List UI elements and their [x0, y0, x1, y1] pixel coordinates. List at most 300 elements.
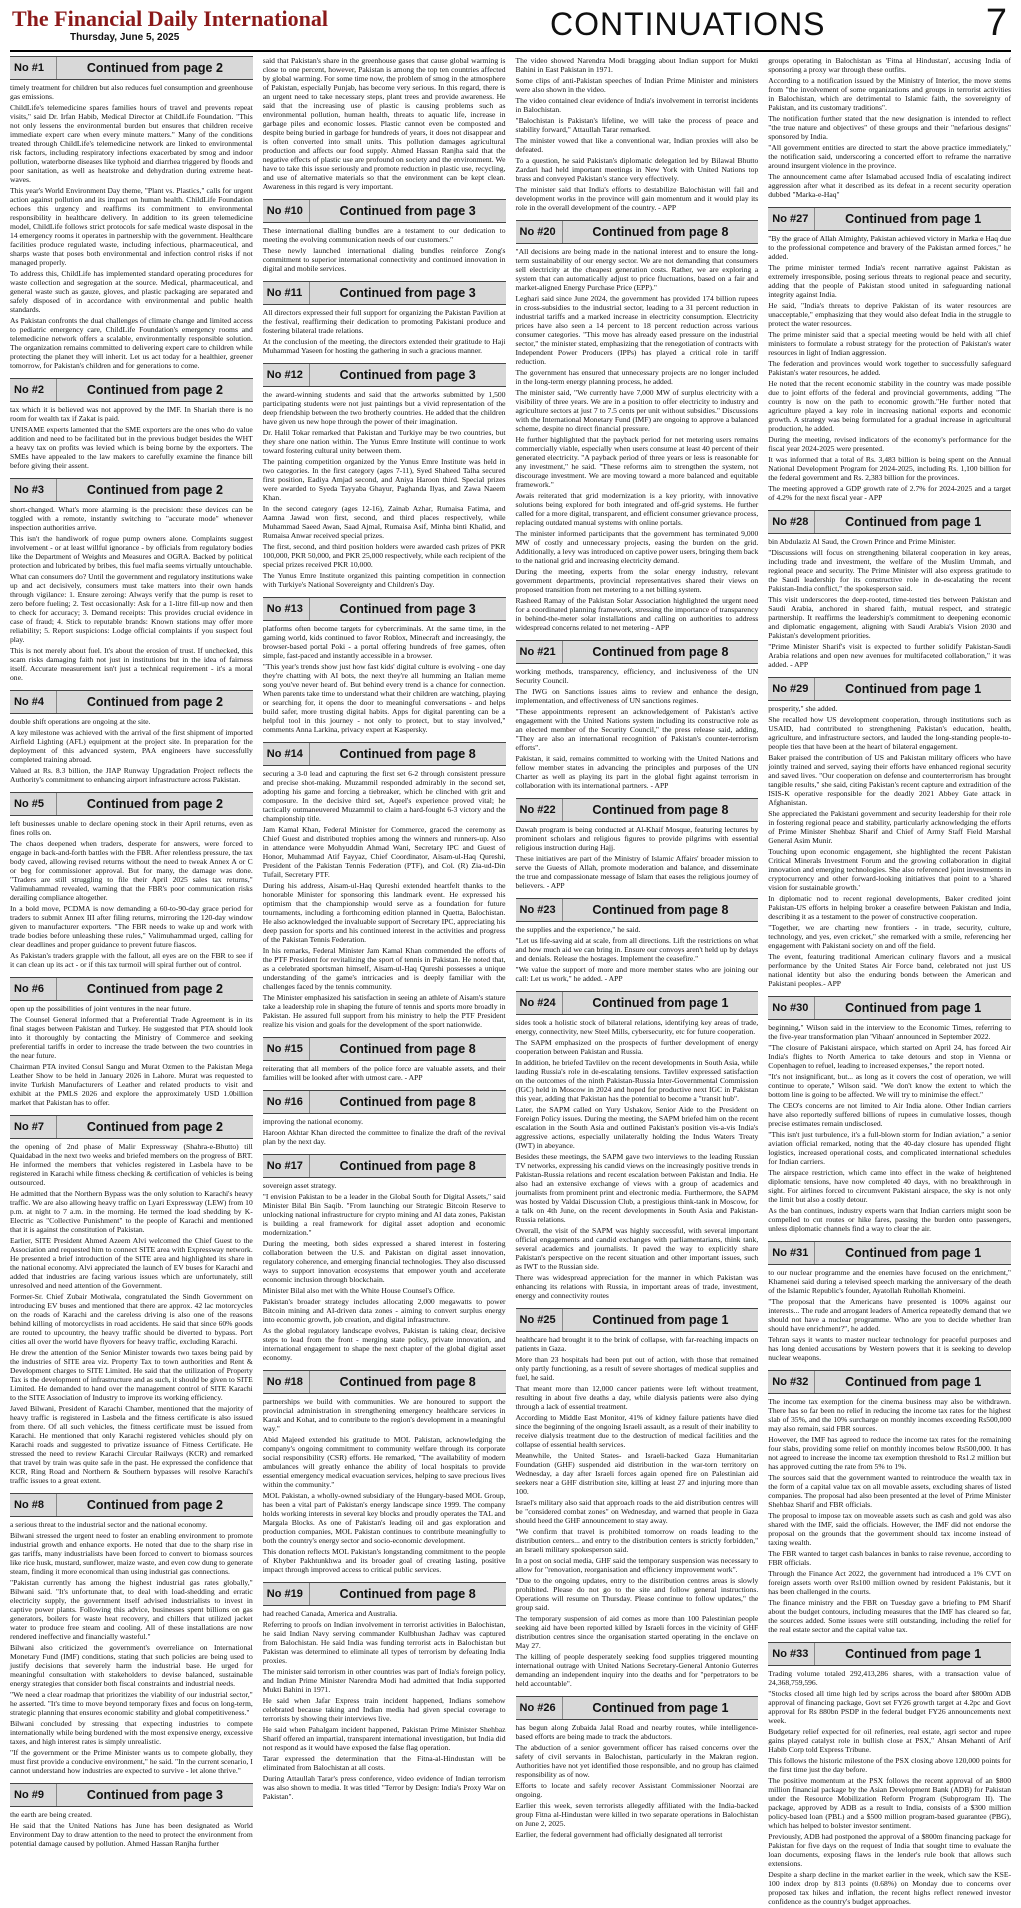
- story-continued-label: Continued from page 8: [592, 645, 729, 659]
- story-paragraph: double shift operations are ongoing at the site.: [10, 717, 151, 726]
- story-number: No #13: [263, 598, 310, 620]
- story-header: [516, 220, 759, 244]
- story-paragraph: Overall, the visit of the SAPM was highly successful, with several important official engagements and candid exchanges with parliamentarians, think tank, several academics and journalists. It paved the way to explicitly share Pakistan's perspective on the recent situation and other important issues, such as IWT to the Russian side.: [515, 1226, 759, 1271]
- story-header: [263, 281, 506, 305]
- story-paragraph: partnerships we build with communities. We are honoured to support the provincial administration in strengthening emergency healthcare services in Karak and Kohat, and to contribute to the region's development in a meaningful way.": [262, 1397, 506, 1433]
- story-body: [10, 717, 253, 784]
- story-paragraph: As Pakistan's traders grapple with the fallout, all eyes are on the FBR to see if it can clean up its act - or if this tax turmoil will spiral further out of control.: [10, 951, 253, 969]
- story-body: [10, 505, 253, 682]
- story-paragraph: "We value the support of more and more member states who are joining our call: Let us work," he added. - APP: [515, 965, 759, 983]
- story-paragraph: "The proposal that the Americans have presented is 100% against our interests... The rude and arrogant leaders of America repeatedly demand that we should not have a nuclear programme. Who are you to decide whether Iran should have enrichment?", he added.: [768, 1297, 1012, 1333]
- story-paragraph: Tehran says it wants to master nuclear technology for peaceful purposes and has long denied accusations by Western powers that it is seeking to develop nuclear weapons.: [768, 1335, 1011, 1362]
- story-paragraph: To a question, he said Pakistan's diplomatic delegation led by Bilawal Bhutto Zardari had held important meetings in New York with United Nations top brass and conveyed Pakistan's stance very effectively.: [515, 156, 759, 183]
- story-body: [516, 247, 759, 632]
- story-header: [768, 1370, 1011, 1394]
- story-body: [10, 819, 253, 969]
- story: [516, 640, 759, 792]
- story-body: [768, 537, 1011, 669]
- story: [10, 690, 253, 786]
- story-paragraph: That meant more than 12,000 cancer patients were left without treatment, resulting in about five deaths a day, while dialysis patients were also dying through a lack of essential treatment.: [515, 1384, 759, 1411]
- story-continued-label: Continued from page 8: [592, 903, 729, 917]
- story: [263, 56, 506, 193]
- story-body: [10, 1520, 253, 1775]
- story-header: [263, 1037, 506, 1061]
- column-3: [515, 56, 759, 1839]
- story-paragraph: UNISAME experts lamented that the SME exporters are the ones who do value addition and need to be facilitated but in the previous budget besides the WHT a heavy tax on profits was levied which is being borne by the exporters. The SMEs have appealed to the law makers to carefully examine the finance bill before giving their assent.: [10, 425, 253, 470]
- story-body: [10, 1004, 253, 1107]
- story-paragraph: healthcare had brought it to the brink of collapse, with far-reaching impacts on patients in Gaza.: [515, 1335, 759, 1353]
- story-paragraph: the supplies and the experience," he said.: [515, 925, 641, 934]
- story-paragraph: "I envision Pakistan to be a leader in the Global South for Digital Assets," said Minister Bilal Bin Saqib. "From launching our Strategic Bitcoin Reserve to unlocking national infrastructure for crypto mining and AI data zones, Pakistan is building a real framework for digital asset adoption and economic modernization.": [262, 1192, 506, 1237]
- story-paragraph: Pakistan's broader strategy includes allocating 2,000 megawatts to power Bitcoin mining and AI-driven data zones - aiming to convert surplus energy into economic growth, job creation, and digital infrastructure.: [262, 1297, 506, 1324]
- story-header: [10, 56, 253, 80]
- story-paragraph: "Together, we are charting new frontiers - in trade, security, culture, technology, and yes, even cricket," she remarked with a smile, referencing her engagement with Pakistani society on and off the field.: [768, 923, 1011, 950]
- story-body: [768, 704, 1011, 988]
- story-continued-label: Continued from page 8: [339, 1042, 476, 1056]
- story-continued-label: Continued from page 1: [845, 515, 982, 529]
- paper-date: Thursday, June 5, 2025: [70, 32, 180, 43]
- story-paragraph: Besides these meetings, the SAPM gave two interviews to the leading Russian TV networks, expressing his candid views on the increasingly positive trends in Pakistan-Russia relations and recent escalation between Pakistan and India. He also had an extensive exchange of views with a group of academics and journalists from prominent print and electronic media. Furthermore, the SAPM was hosted by Valdai Discussion Club, a prestigious think-tank in Moscow, for a talk on 4th June, on the recent developments in South Asia and Pakistan-Russia relations.: [515, 1152, 759, 1224]
- story-paragraph: The government has ensured that unnecessary projects are no longer included in the long-term energy planning process, he added.: [515, 368, 759, 386]
- story-header: [10, 690, 253, 714]
- story-paragraph: Trading volume totaled 292,413,286 shares, with a transaction value of 24,368,759,596.: [768, 1669, 1011, 1687]
- story-number: No #20: [516, 221, 563, 243]
- story-paragraph: Rasheed Ramay of the Pakistan Solar Association highlighted the urgent need for a coordinated planning framework, stressing the importance of transparency in behind-the-meter solar installations and calling on authorities to address widespread concerns related to net metering - APP: [515, 596, 759, 632]
- story-paragraph: Javed Bilwani, President of Karachi Chamber, mentioned that the majority of heavy traffic is registered in Lasbela and the fitness certificate is also issued from there. Of all such vehicles, the fitness certificate must be issued from Karachi. He mentioned that only Karachi registered vehicles should ply on Karachi roads and suggested to privatize issuance of Fitness Certificate. He stressed the need to review Karachi Circular Railways (KCR) and remarked that travel by train was quite safe in the past. He expressed the confidence that KCR, Ring Road and Northern & Southern bypasses will resolve Karachi's traffic issues to a great extent.: [10, 1404, 253, 1485]
- story: [10, 478, 253, 684]
- story-continued-label: Continued from page 8: [592, 803, 729, 817]
- story-header: [10, 478, 253, 502]
- story-continued-label: Continued from page 1: [592, 1313, 729, 1327]
- story-body: [768, 1669, 1011, 1906]
- story-paragraph: According to a notification issued by the Ministry of Interior, the move stems from "the involvement of some organizations and groups in terrorist activities in Balochistan, which are detrimental to Islamic faith, the sovereignty of Pakistan, and its customary traditions".: [768, 76, 1011, 112]
- story-paragraph: He noted that the recent economic stability in the country was made possible due to joint efforts of the federal and provincial governments, adding "The country is now on the path to economic growth."He further noted that agriculture played a key role in increasing national exports and economic growth. A strategy was being formulated for a gradual increase in agricultural production, he added.: [768, 379, 1011, 433]
- story: [263, 742, 506, 1031]
- story-number: No #16: [263, 1091, 310, 1113]
- story-paragraph: These initiatives are part of the Ministry of Islamic Affairs' broader mission to serve the Guests of Allah, promote moderation and balance, and disseminate the true and compassionate message of Islam that eases the religious journey of believers. - APP: [515, 854, 759, 890]
- story-continued-label: Continued from page 1: [845, 212, 982, 226]
- story-paragraph: Abid Majeed extended his gratitude to MOL Pakistan, acknowledging the company's ongoing commitment to community welfare through its corporate social responsibility (CSR) efforts. He remarked, "The availability of modern ambulances will greatly enhance the ability of local hospitals to provide essential emergency medical evacuation services, helping to save precious lives within the community.": [262, 1435, 506, 1489]
- story-paragraph: Budgetary relief expected for oil refineries, real estate, agri sector and rupee gains played catalyst role in bullish close at PSX," Ahsan Mehanti of Arif Habib Corp told Express Tribune.: [768, 1727, 1011, 1754]
- story-paragraph: He drew the attention of the Senior Minister towards two taxes being paid by the industries of SITE area viz. Property Tax to town authorities and Rent & Development charges to SITE Limited. He said that the utilization of Property Tax is the development of infrastructure and as such, it should be given to SITE Limited. He demanded to hand over the management control of SITE Karachi to the SITE Association of Industry to improve its working efficiency.: [10, 1348, 253, 1402]
- story-body: [10, 83, 253, 370]
- story-number: No #18: [263, 1371, 310, 1393]
- story-continued-label: Continued from page 3: [339, 602, 476, 616]
- story-body: [10, 1810, 253, 1848]
- story-header: [10, 378, 253, 402]
- story-header: [263, 1154, 506, 1178]
- story-continued-label: Continued from page 1: [845, 682, 982, 696]
- story-paragraph: Earlier, the federal government had officially designated all terrorist: [515, 1830, 723, 1839]
- story: [10, 792, 253, 971]
- story-paragraph: reiterating that all members of the police force are valuable assets, and their families will be looked after with utmost care. - APP: [262, 1064, 506, 1082]
- story-paragraph: The Counsel General informed that a Preferential Trade Agreement is in its final stages between Pakistan and Turkey. He suggested that PTA should look into it thoroughly by contacting the Ministry of Commerce and seeking preferential tariffs in order to increase the trade between the two countries in the near future.: [10, 1015, 253, 1060]
- story-paragraph: The minister vowed that like a conventional war, Indian proxies will also be defeated.: [515, 136, 759, 154]
- story-continued-label: Continued from page 2: [86, 1498, 223, 1512]
- story-paragraph: sovereign asset strategy.: [262, 1181, 337, 1190]
- story-continued-label: Continued from page 3: [339, 368, 476, 382]
- story: [768, 56, 1011, 201]
- story: [768, 677, 1011, 990]
- story-number: No #31: [768, 1242, 815, 1264]
- story: [263, 1090, 506, 1148]
- story-number: No #12: [263, 364, 310, 386]
- story-paragraph: "By the grace of Allah Almighty, Pakistan achieved victory in Marka e Haq due to the professional competence and bravery of the Pakistan armed forces," he added.: [768, 234, 1011, 261]
- story-header: [516, 898, 759, 922]
- story-continued-label: Continued from page 2: [86, 1120, 223, 1134]
- story-body: [10, 405, 253, 470]
- story-continued-label: Continued from page 8: [339, 1587, 476, 1601]
- story-continued-label: Continued from page 8: [339, 1159, 476, 1173]
- story-paragraph: "Discussions will focus on strengthening bilateral cooperation in key areas, including trade and investment, the welfare of the Muslim Ummah, and regional peace and security. The Prime Minister will also express gratitude to the Saudi leadership for its constructive role in de-escalating the recent Pakistan-India conflict," the spokesperson said.: [768, 548, 1011, 593]
- story-paragraph: Chairman PTA invited Consul Sangu and Murat Ozmen to the Pakistan Mega Leather Show to be held in January 2026 in Lahore. Murat was requested to invite Turkish Manufacturers of Leather and related products to visit and exhibit at the PMLS 2026 and explore the approximately USD 1.0billion market that Pakistan has to offer.: [10, 1062, 253, 1107]
- story-paragraph: Dawah program is being conducted at Al-Khaif Mosque, featuring lectures by prominent scholars and religious figures to provide pilgrims with essential religious instruction during Hajj.: [515, 825, 759, 852]
- story-continued-label: Continued from page 3: [339, 204, 476, 218]
- story-paragraph: Former-Sr. Chief Zubair Motiwala, congratulated the Sindh Government on introducing EV buses and mentioned that there are approx. 42 lac motorcycles on the roads of Karachi and the careless driving is also one of the reasons behind killing of motorcyclists in road accidents. He said that since 60% goods are routed to upcountry, the heavy traffic should be diverted to bypass. Port cities all over the world have flyovers for heavy traffic, excluding Karachi.: [10, 1292, 253, 1346]
- story-number: No #25: [516, 1309, 563, 1331]
- story-paragraph: "Pakistan currently has among the highest industrial gas rates globally," Bilwani said. "It's unfortunate that, to deal with load-shedding and erratic electricity supply, the government itself advised industrialists to invest in captive power plants. Following this advice, businesses spent billions on gas generators, boilers for waste heat recovery, and chillers that utilized jacket water to produce free steam and cooling. All of these installations are now rendered ineffective and financially wasteful.": [10, 1578, 253, 1641]
- story-paragraph: the earth are being created.: [10, 1810, 93, 1819]
- story-header: [10, 977, 253, 1001]
- story-paragraph: The abduction of a senior government officer has raised concerns over the safety of civil servants in Balochistan, particularly in the Makran region. Authorities have not yet identified those responsible, and no group has claimed responsibility as of now.: [515, 1743, 759, 1779]
- story-paragraph: Tarar expressed the determination that the Fitna-al-Hindustan will be eliminated from Balochistan at all costs.: [262, 1754, 506, 1772]
- story-number: No #24: [516, 992, 563, 1014]
- story-body: [263, 1397, 506, 1574]
- story-paragraph: Bilwani concluded by stressing that expecting industries to compete internationally while being burdened with the most expensive energy, excessive taxes, and high interest rates is simply unrealistic.: [10, 1719, 253, 1746]
- story-paragraph: Through the Finance Act 2022, the government had introduced a 1% CVT on foreign assets worth over Rs100 million owned by resident Pakistanis, but it has been challenged in the courts.: [768, 1569, 1011, 1596]
- story-number: No #3: [10, 479, 57, 501]
- story-body: [263, 1117, 506, 1146]
- story-body: [516, 1018, 759, 1300]
- story-number: No #27: [768, 208, 815, 230]
- story-number: No #15: [263, 1038, 310, 1060]
- story-header: [10, 1493, 253, 1517]
- story-number: No #5: [10, 793, 57, 815]
- story-continued-label: Continued from page 8: [592, 225, 729, 239]
- story-body: [263, 390, 506, 589]
- story-paragraph: The chaos deepened when traders, desperate for answers, were forced to engage in back-and-forth battles with the FBR. After relentless pressure, the tax body caved, allowing revised returns without the need to tweak Annex A or C or beg for commissioner approval. But for many, the damage was done. "Traders are still struggling to file their April 2025 sales tax returns," Valimuhammad revealed, warning that the FBR's poor communication risks derailing compliance altogether.: [10, 839, 253, 902]
- story-paragraph: "Let us life-saving aid at scale, from all directions. Lift the restrictions on what and how much aid we can bring in. Ensure our convoys aren't held up by delays and denials. Release the hostages. Implement the ceasefire.": [515, 936, 759, 963]
- story-paragraph: the opening of 2nd phase of Malir Expressway (Shahra-e-Bhutto) till Quaidabad in the next two weeks and briefed members on the progress of BRT. He informed the members that vehicles registered in Lasbela have to be registered in Karachi while fitness checking & certification of vehicles is being outsourced.: [10, 1142, 253, 1187]
- story-paragraph: During the meeting, experts from the solar energy industry, relevant government departments, provincial representatives shared their views on proposed transition from net metering to a net billing system.: [515, 567, 759, 594]
- story-body: [768, 1268, 1011, 1362]
- story-paragraph: Despite a sharp decline in the market earlier in the week, which saw the KSE-100 index drop by 813 points (0.68%) on Monday due to concerns over proposed tax hikes and inflation, the recent highs reflect renewed investor confidence as the country's budget approaches.: [768, 1870, 1011, 1906]
- story-paragraph: As the ban continues, industry experts warn that Indian carriers might soon be compelled to cut routes or hike fares, passing the burden onto passengers, unless diplomatic channels find a way to clear the air.: [768, 1206, 1011, 1233]
- story-paragraph: The Minister emphasized his satisfaction in seeing an athlete of Aisam's stature take a leadership role in shaping the future of tennis and sports more broadly in Pakistan. He assured full support from his ministry to help the PTF President realize his vision and goals for the development of the sport nationwide.: [262, 993, 506, 1029]
- story-paragraph: to our nuclear programme and the enemies have focused on the enrichment," Khamenei said during a televised speech marking the anniversary of the death of the Islamic Republic's founder, Ayatollah Ruhollah Khomeini.: [768, 1268, 1011, 1295]
- story: [768, 996, 1011, 1235]
- story-paragraph: "Prime Minister Sharif's visit is expected to further solidify Pakistan-Saudi Arabia relations and open new avenues for multifaceted collaboration," it was added. - APP: [768, 642, 1011, 669]
- masthead: [10, 0, 1011, 52]
- story-number: No #7: [10, 1116, 57, 1138]
- story-body: [768, 56, 1011, 199]
- story-paragraph: The income tax exemption for the cinema business may also be withdrawn. There has so far been no relief in reducing the income tax rates for the highest slab of 35%, and the 10% surcharge on monthly incomes exceeding Rs500,000 may also remain, said FBR sources.: [768, 1397, 1011, 1433]
- story-paragraph: The video showed Narendra Modi bragging about Indian support for Mukti Bahini in East Pakistan in 1971.: [515, 56, 759, 74]
- story-paragraph: The CEO's concerns are not limited to Air India alone. Other Indian carriers have also reportedly suffered billions of rupees in cumulative losses, though precise estimates remain undisclosed.: [768, 1101, 1011, 1128]
- story-continued-label: Continued from page 2: [86, 383, 223, 397]
- story-paragraph: These newly launched international dialing bundles reinforce Zong's commitment to superior international connectivity and continued innovation in digital and mobile services.: [262, 246, 506, 273]
- story-paragraph: groups operating in Balochistan as 'Fitna al Hindustan', accusing India of sponsoring a proxy war through these outfits.: [768, 56, 1011, 74]
- story-header: [768, 207, 1011, 231]
- story-header: [263, 597, 506, 621]
- story-body: [768, 234, 1011, 502]
- story-paragraph: The minister informed participants that the government has terminated 9,000 MW of costly and unnecessary projects, easing the burden on the grid. Additionally, a levy was introduced on captive power users, bringing them back to the national grid and increasing electricity demand.: [515, 529, 759, 565]
- story-continued-label: Continued from page 2: [86, 61, 223, 75]
- story-number: No #2: [10, 379, 57, 401]
- story-paragraph: During Attaullah Tarar's press conference, video evidence of Indian terrorism was also shown to media. It was titled "Terror by Design: India's Proxy War on Pakistan".: [262, 1774, 506, 1801]
- story-paragraph: In addition, he briefed Tavlilev on the recent developments in South Asia, while lauding Russia's role in de-escalating tensions. Tavlilev expressed satisfaction on the outcomes of the ninth Pakistan-Russia Inter-Governmental Commission (IGC) held in Moscow in 2024 and hoped for productive next IGC in Pakistan this year, adding that Pakistan has the potential to become a "transit hub".: [515, 1058, 759, 1103]
- story-header: [516, 798, 759, 822]
- story-paragraph: improving the national economy.: [262, 1117, 364, 1126]
- story-number: No #30: [768, 997, 815, 1019]
- story-paragraph: Referring to proofs on Indian involvement in terrorist activities in Balochistan, he said Indian Navy serving commander Kulbhushan Jadhav was captured from Balochistan. He said India was funding terrorist acts in Balochistan but Pakistan was determined to eliminate all types of terrorism by defeating India proxies.: [262, 1620, 506, 1665]
- story: [516, 1696, 759, 1841]
- story-paragraph: The video contained clear evidence of India's involvement in terrorist incidents in Balochistan.: [515, 96, 759, 114]
- story-number: No #21: [516, 641, 563, 663]
- story-paragraph: Jam Kamal Khan, Federal Minister for Commerce, graced the ceremony as Chief Guest and distributed trophies among the winners and runners-up. Also in attendance were Mohyuddin Ahmad Wani, Secretary IPC and Guest of Honor, Muhammad Atif Fayyaz, Chief Coordinator, Aisam-ul-Haq Qureshi, President of the Pakistan Tennis Federation (PTF), and Col. (R) Zia-ud-Din Tufail, Secretary PTF.: [262, 825, 506, 879]
- story-body: [516, 667, 759, 790]
- story-paragraph: MOL Pakistan, a wholly-owned subsidiary of the Hungary-based MOL Group, has been a vital part of Pakistan's energy landscape since 1999. The company holds working interests in several key blocks and proudly operates the TAL and Margala Blocks. As one of Pakistan's leading oil and gas exploration and production companies, MOL Pakistan continues to contribute meaningfully to both the country's energy sector and socio-economic development.: [262, 1491, 506, 1545]
- story-paragraph: The proposal to impose tax on moveable assets such as cash and gold was also shared with the IMF, said the officials. However, the IMF did not endorse the proposal on the grounds that the government should tax income instead of taxing wealth.: [768, 1511, 1011, 1547]
- story-paragraph: He further highlighted that the payback period for net metering users remains commercially viable, especially when users consume at least 40 percent of their generated electricity. "A payback period of three years or less is reasonable for any investment," he said. "These reforms aim to strengthen the system, not discourage investment. We are moving toward a more balanced and equitable framework.": [515, 435, 759, 489]
- story-paragraph: "These appointments represent an acknowledgement of Pakistan's active engagement with the United Nations system including its constructive role as an elected member of the Security Council," the press release said, adding, "They are also an international recognition of Pakistan's counter-terrorism efforts".: [515, 707, 759, 752]
- story-number: No #14: [263, 743, 310, 765]
- story-paragraph: prosperity," she added.: [768, 704, 838, 713]
- story-header: [768, 996, 1011, 1020]
- story-header: [263, 1582, 506, 1606]
- story: [10, 1493, 253, 1777]
- story: [768, 1241, 1011, 1364]
- story-paragraph: As Pakistan confronts the dual challenges of climate change and limited access to pediatric emergency care, ChildLife Foundation's emergency rooms and telemedicine network offers a scalable, environmentally responsible solution. The organization remains committed to delivering expert care to children while protecting the planet they will inherit. Let us act today for a healthier, greener tomorrow, for Pakistan's children and for generations to come.: [10, 316, 253, 370]
- story: [768, 1370, 1011, 1636]
- story-paragraph: In a post on social media, GHF said the temporary suspension was necessary to allow for "renovation, reorganisation and efficiency improvement work".: [515, 1556, 759, 1574]
- story-paragraph: left businesses unable to declare opening stock in their April returns, even as fines rolls on.: [10, 819, 253, 837]
- story-paragraph: It was informed that a total of Rs. 3,483 billion is being spent on the Annual National Development Program for 2024-2025, including Rs. 1,100 billion for the federal government and Rs. 2,383 billion for the provinces.: [768, 455, 1011, 482]
- story-header: [263, 1090, 506, 1114]
- story-number: No #19: [263, 1583, 310, 1605]
- story-paragraph: said that Pakistan's share in the greenhouse gases that cause global warming is close to one percent, however, Pakistan is among the top ten countries affected by global warming. For some time now, the problem of smog in the atmosphere of Pakistan, especially Punjab, has become very serious. In this regard, there is an urgent need to take necessary steps, plant trees and provide awareness. He said that the increasing use of plastic is causing problems such as environmental pollution, human health, threats to aquatic life, increase in garbage piles and economic losses. Plastic cannot even be composted and despite being buried in garbage for hundreds of years, it does not disappear and is often converted into small units. This pollution damages agricultural production and affects our food supply. Ahmed Hassan Ranjha said that the negative effects of plastic use are profound on society and the environment. We have to take this issue seriously and promote reduction in plastic use, recycling, and use of alternative materials so that the environment can be kept clean. Awareness in this regard is very important.: [262, 56, 506, 191]
- story-paragraph: working methods, transparency, efficiency, and inclusiveness of the UN Security Council.: [515, 667, 759, 685]
- story-paragraph: Some clips of anti-Pakistan speeches of Indian Prime Minister and ministers were also shown in the video.: [515, 76, 759, 94]
- story-paragraph: "This isn't just turbulence, it's a full-blown storm for Indian aviation," a senior aviation official remarked, noting that the 40-day closure has upended flight logistics, increased operational costs, and complicated international schedules for Indian carriers.: [768, 1130, 1011, 1166]
- story-paragraph: "All decisions are being made in the national interest and to ensure the long-term sustainability of our energy sector. We are not demanding that consumers sell electricity at the cheapest generation costs. Rather, we are exploring a system that can automatically adjust to price fluctuations, based on a fair and market-aligned Energy Purchase Price (EPP).": [515, 247, 759, 292]
- story-paragraph: The notification further stated that the new designation is intended to reflect "the true nature and objectives" of these groups and their "nefarious designs" sponsored by India.: [768, 114, 1011, 141]
- story-body: [263, 308, 506, 355]
- story-paragraph: "We need a clear roadmap that prioritizes the viability of our industrial sector," he asserted. "It's time to move beyond temporary fixes and focus on long-term, strategic planning that ensures economic stability and global competitiveness.": [10, 1690, 253, 1717]
- story-paragraph: Valued at Rs. 8.3 billion, the JIAP Runway Upgradation Project reflects the Authority's commitment to enhancing airport infrastructure across Pakistan.: [10, 766, 253, 784]
- story-header: [263, 363, 506, 387]
- story-number: No #17: [263, 1155, 310, 1177]
- article-columns: [10, 56, 1012, 1906]
- story-paragraph: "Due to the ongoing updates, entry to the distribution centres areas is slowly prohibited. Please do not go to the site and follow general instructions. Operations will resume on Thursday. Please continue to follow updates," the group said.: [515, 1576, 759, 1612]
- story-paragraph: This follows the historic milestone of the PSX closing above 120,000 points for the first time just the day before.: [768, 1756, 1011, 1774]
- story-number: No #23: [516, 899, 563, 921]
- story: [263, 1154, 506, 1364]
- story-body: [263, 56, 506, 191]
- story-continued-label: Continued from page 2: [86, 695, 223, 709]
- story: [516, 898, 759, 985]
- story-header: [516, 991, 759, 1015]
- story-number: No #6: [10, 978, 57, 1000]
- story-paragraph: Pakistan, it said, remains committed to working with the United Nations and fellow member states in advancing the principles and purposes of the UN Charter as well as playing its part in the global fight against terrorism in collaboration with its international partners. - APP: [515, 754, 759, 790]
- story-paragraph: He said that the United Nations has June has been designated as World Environment Day to draw attention to the need to protect the environment from potential damage caused by pollution. Ahmed Hassan Ranjha further: [10, 1821, 253, 1848]
- story-paragraph: Awais reiterated that grid modernization is a key priority, with innovative solutions being explored for both integrated and off-grid systems. He further called for a more digital, transparent, and efficient consumer grievance process, replacing outdated manual systems with online portals.: [515, 491, 759, 527]
- story-paragraph: The SAPM emphasized on the prospects of further development of energy cooperation between Pakistan and Russia.: [515, 1038, 759, 1056]
- story-paragraph: The minister said, "We currently have 7,000 MW of surplus electricity with a visibility of three years. We are in a position to offer electricity to industry and agriculture sectors at just 7 to 7.5 cents per unit without subsidies." Discussions with the International Monetary Fund (IMF) are ongoing to approve a balanced scheme, despite no direct financial pressure.: [515, 388, 759, 433]
- story-paragraph: In diplomatic nod to recent regional developments, Baker credited joint Pakistan-US efforts in helping broker a ceasefire between Pakistan and India, describing it as a testament to the power of constructive cooperation.: [768, 894, 1011, 921]
- story-paragraph: Minister Bilal also met with the White House Counsel's Office.: [262, 1286, 455, 1295]
- story: [516, 1308, 759, 1690]
- story-header: [516, 1308, 759, 1332]
- story-continued-label: Continued from page 8: [339, 1375, 476, 1389]
- story-paragraph: In a bold move, PCDMA is now demanding a 60-to-90-day grace period for traders to submit Annex III after filing returns, mirroring the 120-day window given to manufacturer exporters. "The FBR needs to wake up and work with trade bodies before unleashing these rules," Valimuhammad urged, calling for clear deadlines and proper guidance to prevent future fiascos.: [10, 904, 253, 949]
- story-paragraph: This visit underscores the deep-rooted, time-tested ties between Pakistan and Saudi Arabia, anchored in shared faith, mutual respect, and strategic partnership. It reaffirms the leadership's commitment to deepening economic and diplomatic engagement, aligning with Saudi Arabia's Vision 2030 and Pakistan's development priorities.: [768, 595, 1011, 640]
- story: [10, 378, 253, 472]
- page-number: 7: [985, 2, 1007, 44]
- story-header: [768, 677, 1011, 701]
- story-paragraph: The minister said that India's efforts to destabilize Balochistan will fail and development works in the province will gain momentum and it would play its role in the overall development of the country. - APP: [515, 185, 759, 212]
- story-continued-label: Continued from page 2: [86, 982, 223, 996]
- column-4: [768, 56, 1012, 1906]
- story-number: No #4: [10, 691, 57, 713]
- story-paragraph: The finance ministry and the FBR on Tuesday gave a briefing to PM Sharif about the budget contours, including measures that the IMF has cleared so far, the sources added. Some issues were still outstanding, including the relief for the real estate sector and the capital value tax.: [768, 1598, 1011, 1634]
- story-header: [10, 1115, 253, 1139]
- story-continued-label: Continued from page 3: [339, 286, 476, 300]
- story-paragraph: In his remarks, Federal Minister Jam Kamal Khan commended the efforts of the PTF President for revitalizing the sport of tennis in Pakistan. He noted that, as a celebrated sportsman himself, Aisam-ul-Haq Qureshi possesses a unique understanding of the game's intricacies and is deeply familiar with the challenges faced by the tennis community.: [262, 946, 506, 991]
- story: [263, 1370, 506, 1576]
- story: [10, 977, 253, 1109]
- story-paragraph: Dr. Halil Tokar remarked that Pakistan and Turkiye may be two countries, but they share one nation within. The Yunus Emre Institute will continue to work toward fostering cultural unity between them.: [262, 428, 506, 455]
- story-paragraph: The first, second, and third position holders were awarded cash prizes of PKR 100,000, PKR 50,000, and PKR 25,000 respectively, while each recipient of the special prizes received PKR 10,000.: [262, 542, 506, 569]
- story-paragraph: The announcement came after Islamabad accused India of escalating indirect aggression after what it described as its defeat in a recent security operation dubbed "Marka-e-Haq": [768, 172, 1011, 199]
- story-paragraph: tax which it is believed was not approved by the IMF. In Shariah there is no room for wealth tax if Zakat is paid.: [10, 405, 253, 423]
- story-paragraph: the award-winning students and said that the artworks submitted by 1,500 participating students were not just paintings but a vivid representation of the deep friendship between the two brotherly countries. He added that the children have given us new hope through the power of their imagination.: [262, 390, 506, 426]
- story-paragraph: To address this, ChildLife has implemented standard operating procedures for waste collection and segregation at the source. Medical, pharmaceutical, and general waste such as gauze, gloves, and plastic packaging are separated and safely disposed of in accordance with environmental and public health standards.: [10, 269, 253, 314]
- story-paragraph: ChildLife's telemedicine spares families hours of travel and prevents repeat visits," said Dr. Irfan Habib, Medical Director at ChildLife Foundation. "This not only lessens the environmental burden but ensures that children receive immediate expert care when every minute matters." Many of the conditions treated through ChildLife's telemedicine network are linked to environmental risk factors, including respiratory infections exacerbated by smog and indoor pollution, waterborne diseases like typhoid and diarrhea triggered by floods and poor sanitation, as well as heatstroke and dehydration during extreme heat-waves.: [10, 103, 253, 184]
- story-body: [516, 825, 759, 890]
- story-paragraph: The event, featuring traditional American culinary flavors and a musical performance by the United States Air Force band, celebrated not just US national identity but also the enduring bonds between the American and Pakistani peoples.- APP: [768, 952, 1011, 988]
- story-paragraph: has begun along Zubaida Jalal Road and nearby routes, while intelligence-based efforts are being made to track the abductors.: [515, 1723, 759, 1741]
- story-body: [516, 1335, 759, 1688]
- story: [263, 363, 506, 591]
- story-paragraph: During the meeting, both sides expressed a shared interest in fostering collaboration between the U.S. and Pakistan on digital asset innovation, regulatory coherence, and emerging financial technologies. They also discussed ways to support innovation ecosystems that empower youth and accelerate economic inclusion through blockchain.: [262, 1239, 506, 1284]
- story-number: No #11: [263, 282, 310, 304]
- story-body: [516, 1723, 759, 1839]
- story-header: [10, 1783, 253, 1807]
- story-paragraph: had reached Canada, America and Australia.: [262, 1609, 398, 1618]
- story-paragraph: "The closure of Pakistani airspace, which started on April 24, has forced Air India's flights to North America to take detours and stop in Vienna or Copenhagen to refuel, leading to increased expenses," the report noted.: [768, 1043, 1011, 1070]
- section-title: CONTINUATIONS: [550, 6, 826, 42]
- story-paragraph: Meanwhile, the United States- and Israeli-backed Gaza Humanitarian Foundation (GHF) suspended aid distribution in the war-torn territory on Wednesday, a day after Israeli forces again opened fire on Palestinian aid seekers near a GHF distribution site, killing at least 27 and injuring more than 100.: [515, 1451, 759, 1496]
- story-continued-label: Continued from page 8: [339, 747, 476, 761]
- story: [516, 56, 759, 214]
- story-paragraph: beginning," Wilson said in the interview to the Economic Times, referring to the five-year transformation plan 'Vihaan' announced in September 2022.: [768, 1023, 1011, 1041]
- story-paragraph: The federation and provinces would work together to successfully safeguard Pakistan's water resources, he added.: [768, 359, 1011, 377]
- story-paragraph: "Stocks closed all time high led by scrips across the board after $800m ADB approval of financing package, Govt set FY26 growth target at 4.2pc and Govt approval for Rs 880bn PSDP in the federal budget FY26 announcements next week.: [768, 1689, 1011, 1725]
- story: [263, 1037, 506, 1084]
- story: [516, 798, 759, 892]
- story-paragraph: platforms often become targets for cybercriminals. At the same time, in the gaming world, kids continued to favor Roblox, Minecraft and increasingly, the browser-based portal Poki - a portal offering hundreds of free games, often simple, fast-paced and instantly accessible in a browser.: [262, 624, 506, 660]
- story-paragraph: The airspace restriction, which came into effect in the wake of heightened diplomatic tensions, have now completed 40 days, with no breakthrough in sight. For airlines forced to circumvent Pakistani airspace, the sky is not only the limit but also a costly detour.: [768, 1168, 1011, 1204]
- story-header: [263, 199, 506, 223]
- story-continued-label: Continued from page 1: [845, 1246, 982, 1260]
- story-paragraph: The minister said terrorism in other countries was part of India's foreign policy, and Indian Prime Minister Narendra Modi had admitted that India supported Mukti Bahini in 1971.: [262, 1667, 506, 1694]
- story-number: No #28: [768, 511, 815, 533]
- story-paragraph: "We confirm that travel is prohibited tomorrow on roads leading to the distribution centers... and entry to the distribution centers is strictly forbidden," an Israeli military spokesperson said.: [515, 1527, 759, 1554]
- story-continued-label: Continued from page 8: [339, 1095, 476, 1109]
- story-header: [768, 510, 1011, 534]
- story-continued-label: Continued from page 1: [592, 996, 729, 1010]
- story: [263, 597, 506, 736]
- story-paragraph: At the conclusion of the meeting, the directors extended their gratitude to Haji Muhammad Yaseen for hosting the gathering in such a gracious manner.: [262, 337, 506, 355]
- story-paragraph: She appreciated the Pakistani government and security leadership for their role in fostering regional peace and stability, particularly acknowledging the efforts of Prime Minister Shehbaz Sharif and Chief of Army Staff Field Marshal General Asim Munir.: [768, 809, 1011, 845]
- story-paragraph: short-changed. What's more alarming is the precision: these devices can be toggled with a remote, instantly switching to "accurate mode" whenever inspection authorities arrive.: [10, 505, 253, 532]
- story-continued-label: Continued from page 1: [845, 1375, 982, 1389]
- story-paragraph: The positive momentum at the PSX follows the recent approval of an $800 million financial package by the Asian Development Bank (ADB) for Pakistan under the Resource Mobilization Reform Program (Subprogram II). The package, approved by ADB as a result to India, consists of a $300 million policy-based loan (PBL) and a $500 million program-based guarantee (PBG), which has helped to bolster investor sentiment.: [768, 1776, 1011, 1830]
- story-continued-label: Continued from page 3: [86, 1788, 223, 1802]
- story-body: [263, 624, 506, 734]
- story-paragraph: "All government entities are directed to start the above practice immediately," the notification said, underscoring a concerted effort to reframe the narrative around insurgent violence in the province.: [768, 143, 1011, 170]
- story-paragraph: "Balochistan is Pakistan's lifeline, we will take the process of peace and stability forward," Attaullah Tarar remarked.: [515, 116, 759, 134]
- story-paragraph: This year's World Environment Day theme, "Plant vs. Plastics," calls for urgent action against pollution and its impact on human health. ChildLife Foundation echoes this urgency and reaffirms its commitment to environmental responsibility in healthcare delivery. In addition to its green telemedicine model, ChildLife follows strict protocols for safe medical waste disposal in the 14 emergency rooms it operates in partnership with the government. Healthcare facilities produce regulated waste, including infectious, pharmaceutical, and sharps waste that poses both environmental and infection control risks if not managed properly.: [10, 186, 253, 267]
- story-body: [516, 925, 759, 983]
- story-paragraph: Earlier, SITE President Ahmed Azeem Alvi welcomed the Chief Guest to the Association and requested him to connect SITE area with Expressway network. He presented a brief introduction of the SITE area and highlighted its share in the national economy. Alvi appreciated the launch of EV buses for Karachi and added that industries are facing various issues which are unfortunately, still unresolved and need attention of the Government.: [10, 1236, 253, 1290]
- story-paragraph: a serious threat to the industrial sector and the national economy.: [10, 1520, 208, 1529]
- story-paragraph: securing a 3-0 lead and capturing the first set 6-2 through consistent pressure and precise shot-making. Muzammil responded admirably in the second set, adopting his game and forcing a tiebreaker, which he clinched with grit and composure. In the decisive third set, Aqeel's experience proved vital; he tactically outmaneuvered Muzammil to claim a hard-fought 6-3 victory and the championship title.: [262, 769, 506, 823]
- story-paragraph: He said when Jafar Express train incident happened, Indians somehow celebrated because taking and Indian media had given special coverage to terrorists by showing their interviews live.: [262, 1696, 506, 1723]
- story-number: No #8: [10, 1494, 57, 1516]
- story-number: No #22: [516, 799, 563, 821]
- story-header: [10, 792, 253, 816]
- story-continued-label: Continued from page 1: [592, 1701, 729, 1715]
- story-number: No #26: [516, 1697, 563, 1719]
- story-paragraph: Efforts to locate and safely recover Assistant Commissioner Noorzai are ongoing.: [515, 1781, 759, 1799]
- story: [263, 199, 506, 275]
- story-paragraph: Baker praised the contribution of US and Pakistan military officers who have jointly trained and served, saying their efforts have enhanced regional security and saved lives. "Our cooperation on defense and counterterrorism has brought tangible results," she said, citing Pakistan's recent capture and extradition of the ISIS-K operative responsible for the deadly 2021 Abbey Gate attack in Afghanistan.: [768, 753, 1011, 807]
- story: [768, 510, 1011, 671]
- story-paragraph: He said when Pahalgam incident happened, Pakistan Prime Minister Shehbaz Sharif offered an impartial, transparent international investigation, but India did not respond as it would have exposed the false flag operation.: [262, 1725, 506, 1752]
- story-body: [768, 1397, 1011, 1634]
- story-header: [263, 1370, 506, 1394]
- story-continued-label: Continued from page 1: [845, 1001, 982, 1015]
- story-number: No #32: [768, 1371, 815, 1393]
- story-header: [516, 1696, 759, 1720]
- story: [768, 1642, 1011, 1908]
- story-paragraph: The Yunus Emre Institute organized this painting competition in connection with Turkiye's National Sovereignty and Children's Day.: [262, 571, 506, 589]
- story-paragraph: During the meeting, revised indicators of the economy's performance for the fiscal year 2024-2025 were presented.: [768, 435, 1011, 453]
- story-paragraph: These international dialling bundles are a testament to our dedication to meeting the evolving communication needs of our customers.": [262, 226, 506, 244]
- story-paragraph: "It's not insignificant, but... as long as it covers the cost of operation, we will continue to operate," Wilson said. "We don't know the extent to which the bottom line is going to be affected. We will try to minimise the effect.": [768, 1072, 1011, 1099]
- story-paragraph: However, the IMF has agreed to reduce the income tax rates for the remaining four slabs, providing some relief on monthly incomes below Rs500,000. It has not agreed to increase the income tax exemption threshold to Rs1.2 million but has approved cutting the rate from 5% to 1%.: [768, 1435, 1011, 1471]
- story-paragraph: Touching upon economic engagement, she highlighted the recent Pakistan Critical Minerals Investment Forum and the growing collaboration in digital innovation and emerging technologies. She also referenced joint investments in cryptocurrency and other forward-looking initiatives that point to a 'shared vision for sustainable growth.': [768, 847, 1011, 892]
- story-continued-label: Continued from page 2: [86, 483, 223, 497]
- story-paragraph: Leghari said since June 2024, the government has provided 174 billion rupees in cross-subsidies to the industrial sector, leading to a 31 percent reduction in industrial tariffs and a marked increase in electricity consumption. Electricity prices have also seen a 14 percent to 18 percent reduction across various consumer categories. "This move has already eased pressure on the industrial sector," the minister stated, emphasizing that the renegotiation of contracts with Independent Power Producers (IPPs) has played a critical role in tariff reduction.: [515, 294, 759, 366]
- story-body: [263, 769, 506, 1029]
- story-paragraph: Haroon Akhtar Khan directed the committee to finalize the draft of the revival plan by the next day.: [262, 1128, 506, 1146]
- story-paragraph: The prime minister termed India's recent narrative against Pakistan as extremely irresponsible, posing serious threats to regional peace and security, adding that the people of Pakistan stood united in safeguarding national integrity against India.: [768, 263, 1011, 299]
- story-continued-label: Continued from page 1: [845, 1647, 982, 1661]
- story-number: No #1: [10, 57, 57, 79]
- story-paragraph: The sources said that the government wanted to reintroduce the wealth tax in the form of a capital value tax on all movable assets, excluding shares of listed companies. The proposal had also been presented at the level of Prime Minister Shehbaz Sharif and FBR officials.: [768, 1473, 1011, 1509]
- story-number: No #10: [263, 200, 310, 222]
- story-paragraph: Later, the SAPM called on Yury Ushakov, Senior Aide to the President on Foreign Policy issues. During the meeting, the SAPM briefed him on the recent escalation in the South Asia and outlined Pakistan's position vis-a-vis India's aggressive actions, especially unilaterally holding the Indus Waters Treaty (IWT) in abeyance.: [515, 1105, 759, 1150]
- story-header: [263, 742, 506, 766]
- story-paragraph: The IWG on Sanctions issues aims to review and enhance the design, implementation, and effectiveness of UN sanctions regimes.: [515, 687, 759, 705]
- story-paragraph: There was widespread appreciation for the manner in which Pakistan was enhancing its relations with Russia, in important areas of trade, investment, energy and connectivity routes: [515, 1273, 759, 1300]
- story-paragraph: She recalled how US development cooperation, through institutions such as USAID, had contributed to strengthening Pakistan's education, health, agriculture, and infrastructure sectors, and lauded the long-standing people-to-people ties that have been at the heart of bilateral engagement.: [768, 715, 1011, 751]
- story-number: No #33: [768, 1643, 815, 1665]
- story-paragraph: Earlier this week, seven terrorists allegedly affiliated with the India-backed group Fitna al-Hindustan were killed in two separate operations in Balochistan on June 2, 2025.: [515, 1801, 759, 1828]
